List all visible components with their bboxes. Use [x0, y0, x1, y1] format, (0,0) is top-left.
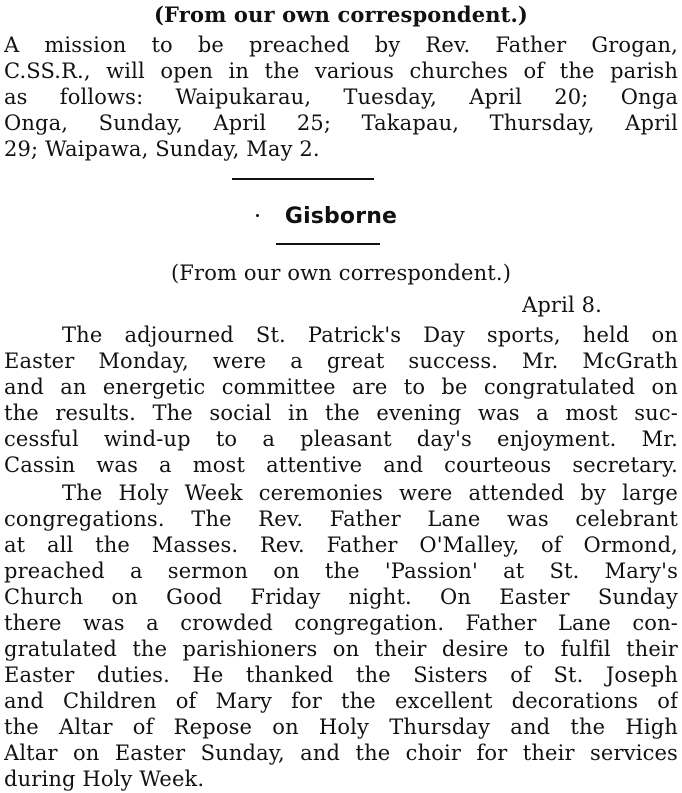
section1-byline: (From our own correspondent.): [153, 2, 529, 27]
para2-line-11: Altar on Easter Sunday, and the choir for their services: [4, 741, 678, 765]
section2-heading: Gisborne: [284, 204, 398, 229]
para2-line-3: at all the Masses. Rev. Father O'Malley, of Ormond,: [4, 533, 678, 557]
para2-line-5: Church on Good Friday night. On Easter Sunday: [4, 585, 678, 609]
section1-line-1: A mission to be preached by Rev. Father Grogan,: [4, 33, 678, 57]
para2-line-12: during Holy Week.: [4, 767, 205, 791]
para2-line-1: The Holy Week ceremonies were attended by large: [62, 481, 678, 505]
para2-line-6: there was a crowded congregation. Father Lane con-: [4, 611, 678, 635]
para1-line-1: The adjourned St. Patrick's Day sports, held on: [62, 323, 678, 347]
section1-line-5: 29; Waipawa, Sunday, May 2.: [4, 137, 320, 161]
para2-line-4: preached a sermon on the 'Passion' at St. Mary's: [4, 559, 678, 583]
para1-line-6: Cassin was a most attentive and courteous secretary.: [4, 453, 678, 477]
heading-underline-rule: [276, 243, 380, 245]
para1-line-5: cessful wind-up to a pleasant day's enjoyment. Mr.: [4, 427, 678, 451]
section2-dateline: April 8.: [522, 293, 602, 317]
para2-line-8: Easter duties. He thanked the Sisters of St. Joseph: [4, 663, 678, 687]
section-divider-rule: [232, 178, 374, 180]
para1-line-3: and an energetic committee are to be congratulated on: [4, 375, 678, 399]
para1-line-2: Easter Monday, were a great success. Mr. McGrath: [4, 349, 678, 373]
section2-byline: (From our own correspondent.): [170, 261, 512, 285]
section1-line-4: Onga, Sunday, April 25; Takapau, Thursday, April: [4, 111, 678, 135]
section1-line-3: as follows: Waipukarau, Tuesday, April 20; Onga: [4, 85, 678, 109]
para2-line-9: and Children of Mary for the excellent decorations of: [4, 689, 678, 713]
para2-line-7: gratulated the parishioners on their desire to fulfil their: [4, 637, 678, 661]
para2-line-10: the Altar of Repose on Holy Thursday and the High: [4, 715, 678, 739]
section1-line-2: C.SS.R., will open in the various churches of the parish: [4, 59, 678, 83]
para1-line-4: the results. The social in the evening was a most suc-: [4, 401, 678, 425]
para2-line-2: congregations. The Rev. Father Lane was celebrant: [4, 507, 678, 531]
